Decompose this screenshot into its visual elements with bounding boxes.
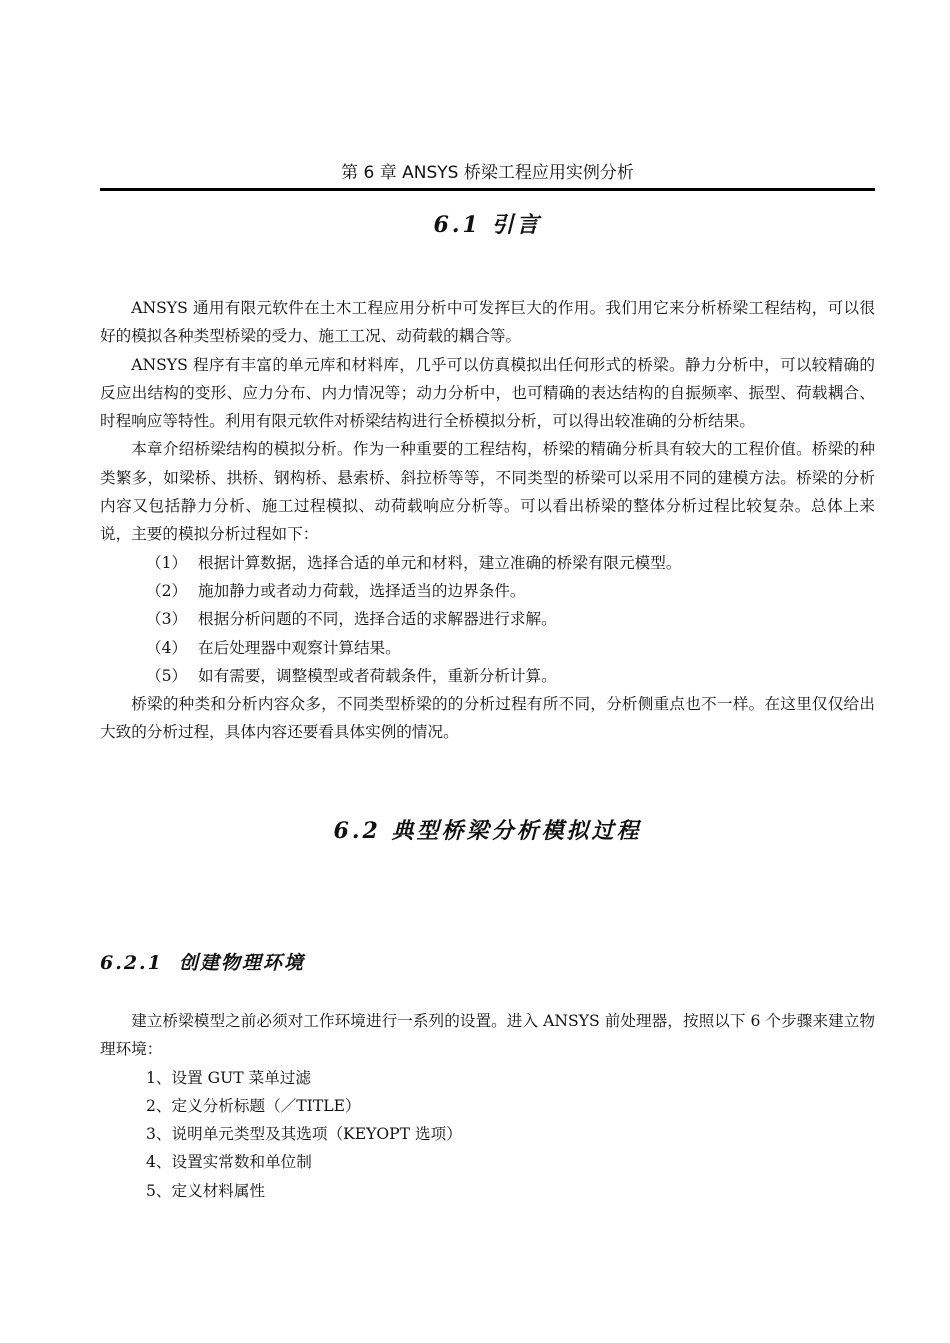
paragraph: ANSYS 程序有丰富的单元库和材料库，几乎可以仿真模拟出任何形式的桥梁。静力分析中，可以较精确的反应出结构的变形、应力分布、内力情况等；动力分析中，也可精确的表达结构的自振频率、振型、荷载耦合、时程响应等特性。利用有限元软件对桥梁结构进行全桥模拟分析，可以得出较准确的分析结果。 [100,355,875,431]
list-item [100,662,875,690]
step-text: 如有需要，调整模型或者荷载条件，重新分析计算。 [198,666,557,685]
step-text: 施加静力或者动力荷载，选择适当的边界条件。 [198,581,526,600]
subsection-heading: 创建物理环境 [178,952,305,974]
list-item: 4、设置实常数和单位制 [146,1153,312,1172]
list-item [100,605,875,633]
list-item: 2、定义分析标题（／TITLE） [146,1096,361,1115]
section-title-6-2: 6.2 典型桥梁分析模拟过程 [333,818,642,844]
paragraph: 本章介绍桥梁结构的模拟分析。作为一种重要的工程结构，桥梁的精确分析具有较大的工程价值。桥梁的种类繁多，如梁桥、拱桥、钢构桥、悬索桥、斜拉桥等等，不同类型的桥梁可以采用不同的建模方法。桥梁的分析内容又包括静力分析、施工过程模拟、动荷载响应分析等。可以看出桥梁的整体分析过程比较复杂。总体上来说，主要的模拟分析过程如下： [100,440,875,544]
list-item [100,577,875,605]
list-item [100,549,875,577]
step-text: 在后处理器中观察计算结果。 [198,638,401,657]
chapter-header: 第 6 章 ANSYS 桥梁工程应用实例分析 [341,163,634,183]
list-item: 3、说明单元类型及其选项（KEYOPT 选项） [146,1125,462,1144]
section-6-1-body [100,294,875,747]
paragraph: 建立桥梁模型之前必须对工作环境进行一系列的设置。进入 ANSYS 前处理器，按照以下 6 个步骤来建立物理环境： [100,1012,875,1059]
subsection-title-6-2-1 [100,948,305,975]
step-number: （3） [146,610,188,629]
header-rule [100,188,875,191]
subsection-number: 6.2.1 [100,952,163,974]
step-text: 根据计算数据，选择合适的单元和材料，建立准确的桥梁有限元模型。 [198,553,682,572]
section-title-6-1: 6.1 引言 [433,212,542,238]
list-item [100,634,875,662]
step-number: （1） [146,553,188,572]
paragraph: ANSYS 通用有限元软件在土木工程应用分析中可发挥巨大的作用。我们用它来分析桥梁工程结构，可以很好的模拟各种类型桥梁的受力、施工工况、动荷载的耦合等。 [100,299,875,346]
step-number: （2） [146,581,188,600]
step-text: 根据分析问题的不同，选择合适的求解器进行求解。 [198,610,557,629]
list-item: 5、定义材料属性 [146,1181,266,1200]
section-6-2-1-body [100,1007,875,1205]
list-item: 1、设置 GUT 菜单过滤 [146,1068,311,1087]
step-number: （4） [146,638,188,657]
step-number: （5） [146,666,188,685]
paragraph: 桥梁的种类和分析内容众多，不同类型桥梁的的分析过程有所不同，分析侧重点也不一样。在这里仅仅给出大致的分析过程，具体内容还要看具体实例的情况。 [100,695,875,742]
